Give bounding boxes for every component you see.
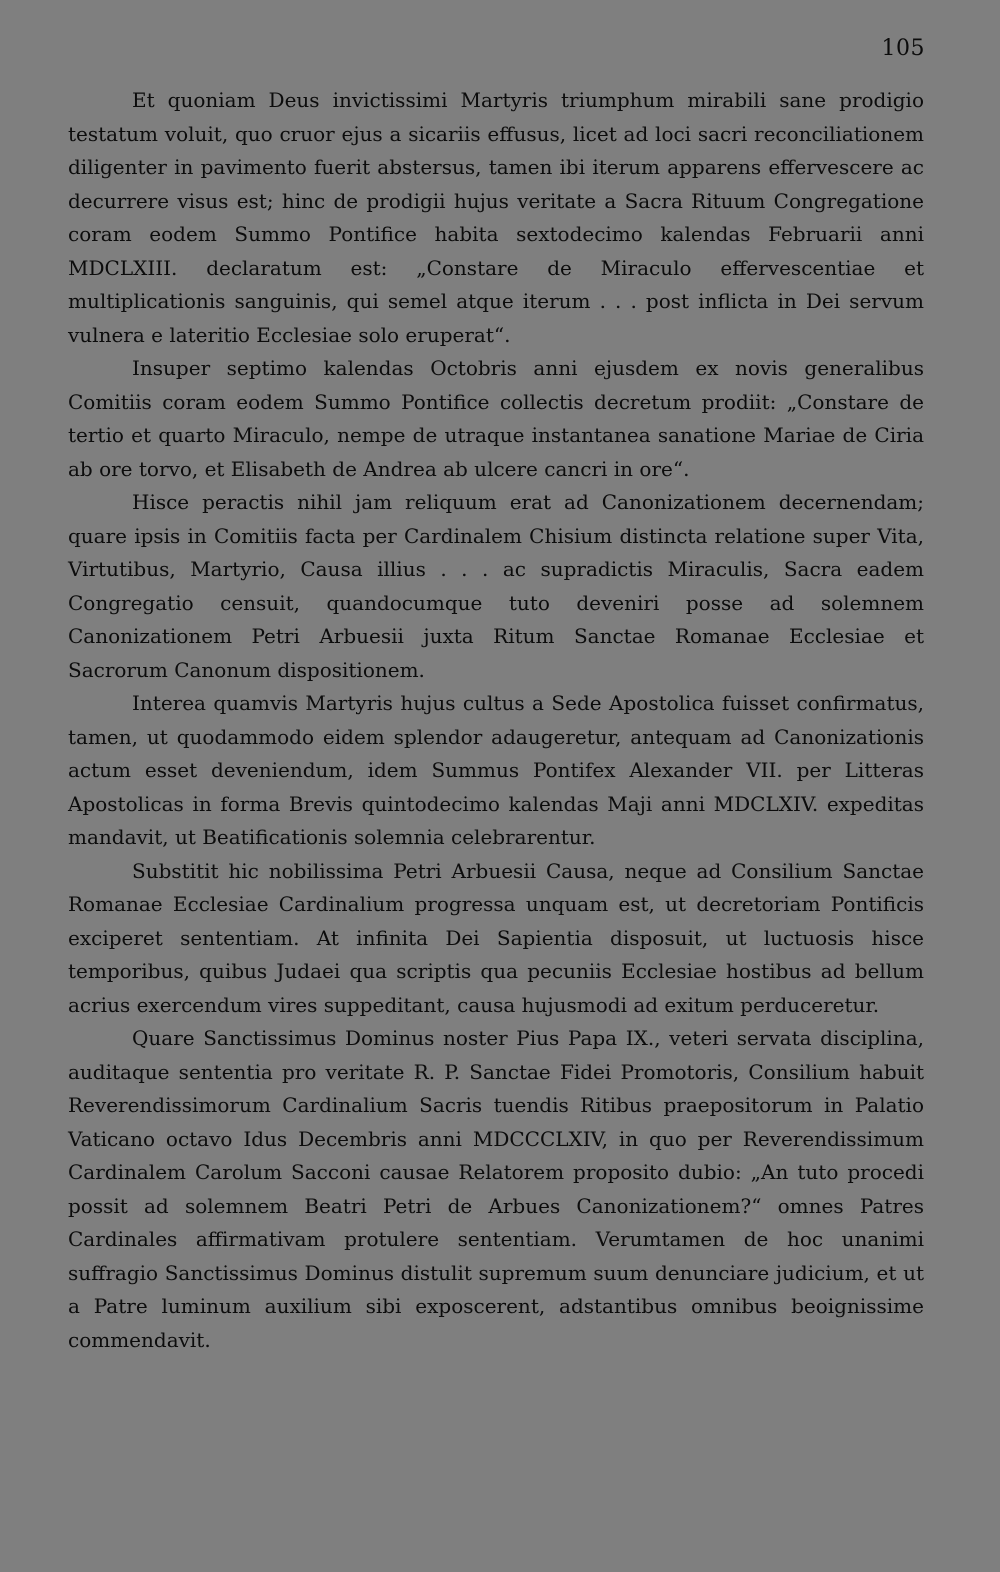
page-number: 105 (881, 36, 925, 61)
paragraph: Et quoniam Deus invictissimi Martyris triumphum mirabili sane prodigio testatum voluit, quo cruor ejus a sicariis effusus, licet ad loci sacri reconciliationem diligenter in pavimento fuerit abstersus, tamen ibi iterum apparens effervescere ac decurrere visus est; hinc de prodigii hujus veritate a Sacra Rituum Congregatione coram eodem Summo Pontifice habita sextodecimo kalendas Februarii anni MDCLXIII. declaratum est: „Constare de Miraculo effervescentiae et multiplicationis sanguinis, qui semel atque iterum . . . post inflicta in Dei servum vulnera e lateritio Ecclesiae solo eruperat“. (68, 88, 924, 347)
paragraph: Quare Sanctissimus Dominus noster Pius Papa IX., veteri servata disciplina, auditaque sententia pro veritate R. P. Sanctae Fidei Promotoris, Consilium habuit Reverendissimorum Cardinalium Sacris tuendis Ritibus praepositorum in Palatio Vaticano octavo Idus Decembris anni MDCCCLXIV, in quo per Reverendissimum Cardinalem Carolum Sacconi causae Relatorem proposito dubio: „An tuto procedi possit ad solemnem Beatri Petri de Arbues Canonizationem?“ omnes Patres Cardinales affirmativam protulere sententiam. Verumtamen de hoc unanimi suffragio Sanctissimus Dominus distulit supremum suum denunciare judicium, et ut a Patre luminum auxilium sibi exposcerent, adstantibus omnibus beoignissime commendavit. (68, 1026, 924, 1352)
body-text (68, 84, 924, 1357)
paragraph: Substitit hic nobilissima Petri Arbuesii Causa, neque ad Consilium Sanctae Romanae Ecclesiae Cardinalium progressa unquam est, ut decretoriam Pontificis exciperet sententiam. At infinita Dei Sapientia disposuit, ut luctuosis hisce temporibus, quibus Judaei qua scriptis qua pecuniis Ecclesiae hostibus ad bellum acrius exercendum vires suppeditant, causa hujusmodi ad exitum perduceretur. (68, 858, 924, 1017)
paragraph: Interea quamvis Martyris hujus cultus a Sede Apostolica fuisset confirmatus, tamen, ut quodammodo eidem splendor adaugeretur, antequam ad Canonizationis actum esset deveniendum, idem Summus Pontifex Alexander VII. per Litteras Apostolicas in forma Brevis quintodecimo kalendas Maji anni MDCLXIV. expeditas mandavit, ut Beatificationis solemnia celebrarentur. (68, 691, 924, 849)
paragraph: Insuper septimo kalendas Octobris anni ejusdem ex novis generalibus Comitiis coram eodem Summo Pontifice collectis decretum prodiit: „Constare de tertio et quarto Miraculo, nempe de utraque instantanea sanatione Mariae de Ciria ab ore torvo, et Elisabeth de Andrea ab ulcere cancri in ore“. (68, 356, 924, 481)
paragraph: Hisce peractis nihil jam reliquum erat ad Canonizationem decernendam; quare ipsis in Comitiis facta per Cardinalem Chisium distincta relatione super Vita, Virtutibus, Martyrio, Causa illius . . . ac supradictis Miraculis, Sacra eadem Congregatio censuit, quandocumque tuto deveniri posse ad solemnem Canonizationem Petri Arbuesii juxta Ritum Sanctae Romanae Ecclesiae et Sacrorum Canonum dispositionem. (68, 490, 924, 682)
